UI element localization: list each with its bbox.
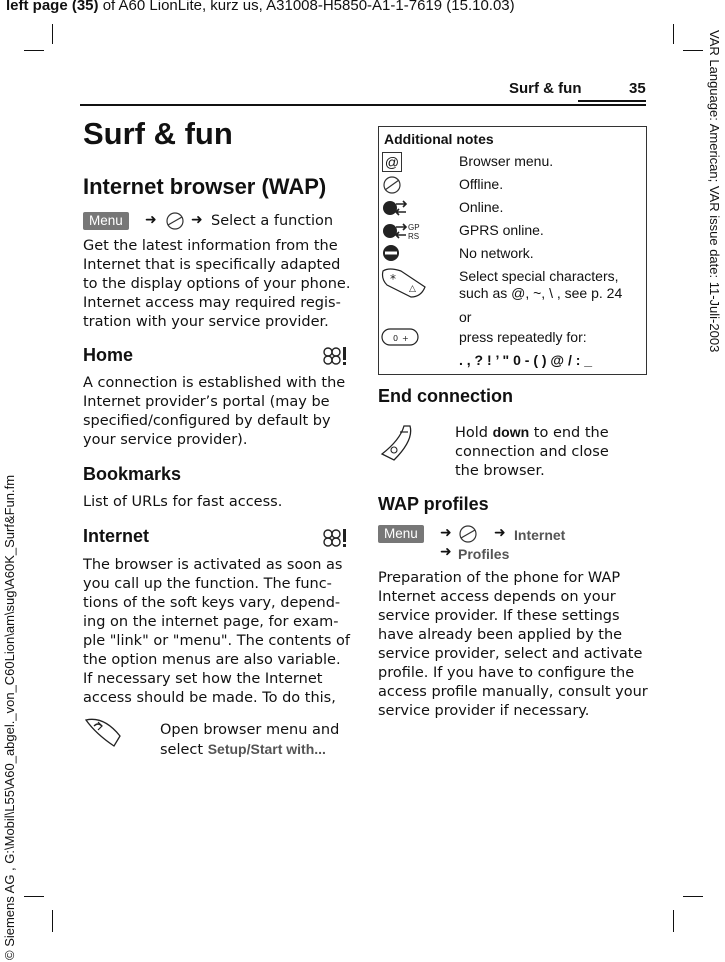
special-line: such as @, ~, \ , see p. 24 (459, 285, 623, 301)
open-browser-text (160, 721, 360, 760)
header-page-label: left page (35) (6, 0, 99, 14)
down-key-label: down (492, 424, 530, 440)
wap-line: service provider, select and activate (378, 646, 643, 662)
internet-line: the option menus are also variable. (83, 652, 341, 668)
svg-text:△: △ (409, 284, 416, 294)
wap-profiles-path (378, 525, 648, 565)
home-line: your service provider). (83, 432, 248, 448)
crop-mark (24, 896, 44, 897)
gprs-online-icon (382, 221, 428, 241)
additional-notes-box (378, 126, 647, 375)
arrow-right-icon: ➜ (494, 525, 506, 541)
note-text: Browser menu. (459, 153, 554, 169)
wap-line: Preparation of the phone for WAP (378, 570, 621, 586)
special-chars-text (459, 268, 622, 302)
note-text: Offline. (459, 176, 504, 192)
menu-path (83, 212, 353, 232)
end-line: the browser. (455, 463, 545, 479)
internet-text (83, 556, 358, 708)
crop-mark (683, 50, 703, 51)
arrow-right-icon: ➜ (440, 525, 452, 541)
intro-line: Internet access may required regis- (83, 295, 341, 311)
star-key-icon (381, 265, 427, 299)
path-profiles: Profiles (458, 546, 510, 562)
internet-line: If necessary set how the Internet (83, 671, 323, 687)
bookmarks-text: List of URLs for fast access. (83, 494, 283, 510)
page-number: 35 (629, 80, 646, 97)
internet-line: The browser is activated as soon as (83, 557, 343, 573)
notes-title: Additional notes (384, 131, 494, 147)
open-browser-line (160, 740, 360, 760)
internet-heading: Internet (83, 526, 150, 546)
end-connection-heading: End connection (378, 386, 513, 406)
note-text: No network. (459, 245, 534, 261)
document-header-line (6, 0, 515, 14)
call-key-icon (84, 712, 124, 748)
intro-text (83, 237, 353, 332)
special-line: Select special characters, (459, 268, 619, 284)
press-text: press repeatedly for: (459, 329, 587, 345)
gprs-label-bottom: RS (408, 232, 420, 241)
intro-line: Get the latest information from the (83, 238, 338, 254)
section-title: Internet browser (WAP) (83, 174, 327, 199)
internet-line: ple "link" or "menu". The contents of (83, 633, 351, 649)
wap-line: have already been applied by the (378, 627, 623, 643)
end-line (455, 423, 645, 443)
page-title: Surf & fun (83, 116, 233, 151)
internet-line: you call up the function. The func- (83, 576, 332, 592)
gprs-label-top: GP (408, 223, 420, 232)
svg-text:*: * (390, 272, 396, 286)
end-line: connection and close (455, 444, 609, 460)
crop-mark (52, 910, 53, 932)
end-key-icon (378, 424, 418, 464)
end-connection-text (455, 423, 645, 481)
chars-list: . , ? ! ’ " 0 - ( ) @ / : _ (459, 352, 593, 368)
home-text (83, 374, 353, 450)
svg-text:+: + (402, 334, 409, 343)
at-icon: @ (382, 152, 402, 172)
internet-line: ing on the internet page, for exam- (83, 614, 339, 630)
header-rule (80, 104, 646, 106)
no-network-icon (382, 244, 402, 264)
arrow-right-icon: ➜ (191, 212, 203, 228)
side-note-left: © Siemens AG , G:\Mobil\L55\A60_abgel._von_C60Lion\am\sug\A60K_Surf&Fun.fm (2, 474, 17, 960)
wap-key-icon (322, 346, 348, 366)
globe-online-icon (382, 198, 408, 218)
menu-path-tail: Select a function (211, 213, 334, 229)
globe-icon (458, 525, 478, 543)
crop-mark (683, 896, 703, 897)
wap-line: service provider. If these settings (378, 608, 620, 624)
home-line: Internet provider’s portal (may be (83, 394, 330, 410)
wap-line: Internet access depends on your (378, 589, 616, 605)
page-number-rule (578, 100, 646, 102)
open-browser-pre: select (160, 742, 208, 758)
internet-line: tions of the soft keys vary, depend- (83, 595, 341, 611)
internet-line: access should be made. To do this, (83, 690, 336, 706)
open-browser-line: Open browser menu and (160, 722, 340, 738)
menu-key: Menu (83, 212, 129, 230)
arrow-right-icon: ➜ (440, 544, 452, 560)
note-text: GPRS online. (459, 222, 544, 238)
header-document-info: of A60 LionLite, kurz us, A31008-H5850-A1-1-7619 (15.10.03) (98, 0, 515, 14)
bookmarks-heading: Bookmarks (83, 464, 182, 484)
zero-key-icon (381, 327, 421, 347)
note-text: Online. (459, 199, 504, 215)
wap-line: profile. If you have to configure the (378, 665, 635, 681)
intro-line: tration with your service provider. (83, 314, 329, 330)
setup-start-command: Setup/Start with... (207, 741, 326, 757)
intro-line: to the display options of your phone. (83, 276, 351, 292)
crop-mark (673, 24, 674, 44)
crop-mark (52, 24, 53, 44)
home-line: A connection is established with the (83, 375, 346, 391)
home-heading: Home (83, 345, 134, 365)
wap-line: access profile manually, consult your (378, 684, 648, 700)
arrow-right-icon: ➜ (145, 212, 157, 228)
wap-profiles-text (378, 569, 648, 721)
crop-mark (673, 910, 674, 932)
or-text: or (459, 309, 472, 325)
home-line: specified/configured by default by (83, 413, 331, 429)
side-note-right: VAR Language: American; VAR issue date: 11-Juli-2003 (707, 30, 722, 353)
path-internet: Internet (514, 527, 566, 543)
hold-pre: Hold (455, 425, 493, 441)
wap-profiles-heading: WAP profiles (378, 494, 489, 514)
running-title: Surf & fun (509, 80, 582, 97)
crop-mark (24, 50, 44, 51)
globe-offline-icon (382, 175, 404, 195)
hold-post: to end the (529, 425, 609, 441)
wap-line: service provider if necessary. (378, 703, 590, 719)
svg-text:0: 0 (393, 334, 399, 343)
wap-key-icon (322, 528, 348, 548)
menu-key: Menu (378, 525, 424, 543)
globe-icon (165, 212, 185, 230)
intro-line: Internet that is specifically adapted (83, 257, 341, 273)
